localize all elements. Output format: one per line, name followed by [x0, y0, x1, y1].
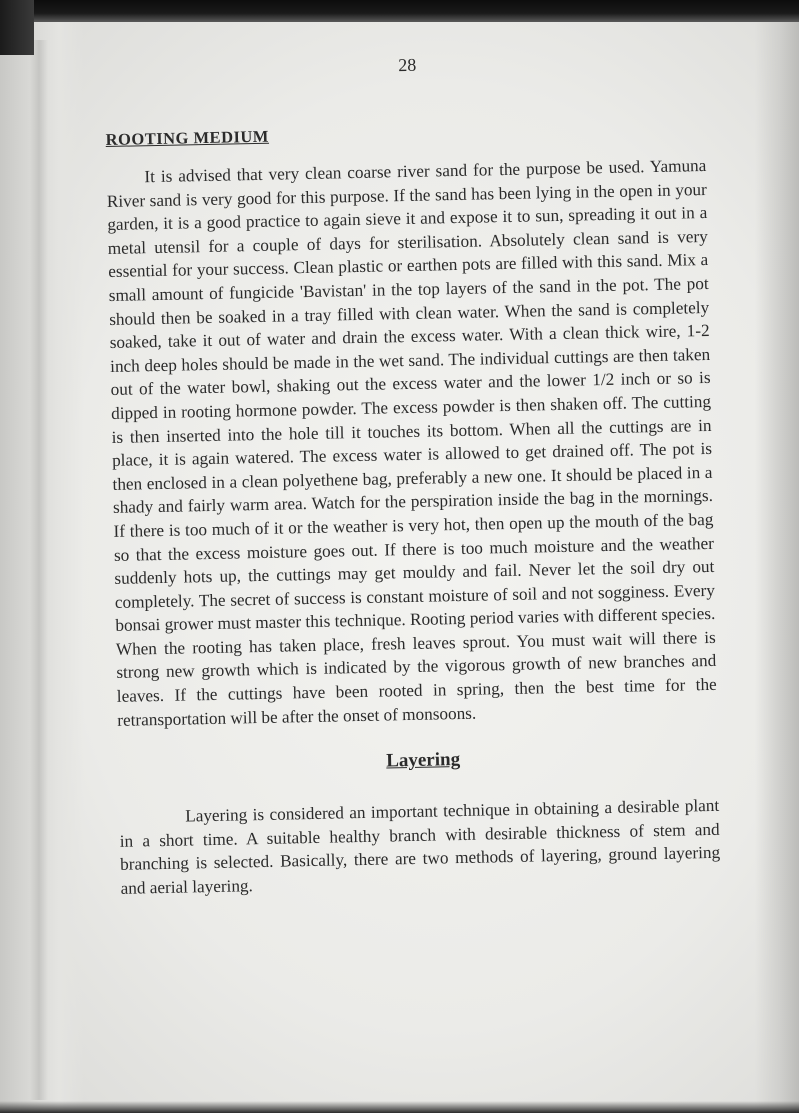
scan-bottom-border [0, 1101, 799, 1113]
page-number: 28 [398, 54, 417, 76]
subsection-heading: Layering [386, 749, 461, 772]
scan-corner [0, 0, 34, 55]
body-paragraph: Layering is considered an important technique in obtaining a desirable plant in a short time. A suitable healthy branch with desirable thickness of stem and branching is selected. Basically, there are two methods of layering, ground layering and aerial layering. [119, 796, 721, 898]
page-content [104, 49, 721, 900]
body-paragraph: It is advised that very clean coarse river sand for the purpose be used. Yamuna River sand is very good for this purpose. If the sand has been lying in the open in your garden, it is a good practice to again sieve it and expose it to sun, spreading it out in a metal utensil for a couple of days for sterilisation. Absolutely clean sand is very essential for your success. Clean plastic or earthen pots are filled with this sand. Mix a small amount of fungicide 'Bavistan' in the top layers of the sand in the pot. The pot should then be soaked in a tray filled with clean water. When the sand is completely soaked, take it out of water and drain the excess water. With a clean thick wire, 1-2 inch deep holes should be made in the wet sand. The individual cuttings are then taken out of the water bowl, shaking out the excess water and the lower 1/2 inch or so is dipped in rooting hormone powder. The excess powder is then shaken off. The cutting is then inserted into the hole till it touches its bottom. When all the cuttings are in place, it is again watered. The excess water is allowed to get drained off. The pot is then enclosed in a clean polyethene bag, preferably a new one. It should be placed in a shady and fairly warm area. Watch for the perspiration inside the bag in the mornings. If there is too much of it or the weather is very hot, then open up the mouth of the bag so that the excess moisture goes out. If there is too much moisture and the weather suddenly hots up, the cuttings may get mouldy and fail. Never let the soil dry out completely. The secret of success is constant moisture of soil and not sogginess. Every bonsai grower must master this technique. Rooting period varies with different species. When the rooting has taken place, fresh leaves sprout. You must wait will there is strong new growth which is indicated by the vigorous growth of new branches and leaves. If the cuttings have been rooted in spring, then the best time for the retransportation will be after the onset of monsoons. [106, 155, 717, 730]
book-gutter [0, 0, 84, 1113]
page-right-edge [755, 0, 799, 1113]
scan-top-border [0, 0, 799, 22]
gutter-shadow [30, 40, 48, 1100]
section-heading: ROOTING MEDIUM [105, 126, 270, 150]
